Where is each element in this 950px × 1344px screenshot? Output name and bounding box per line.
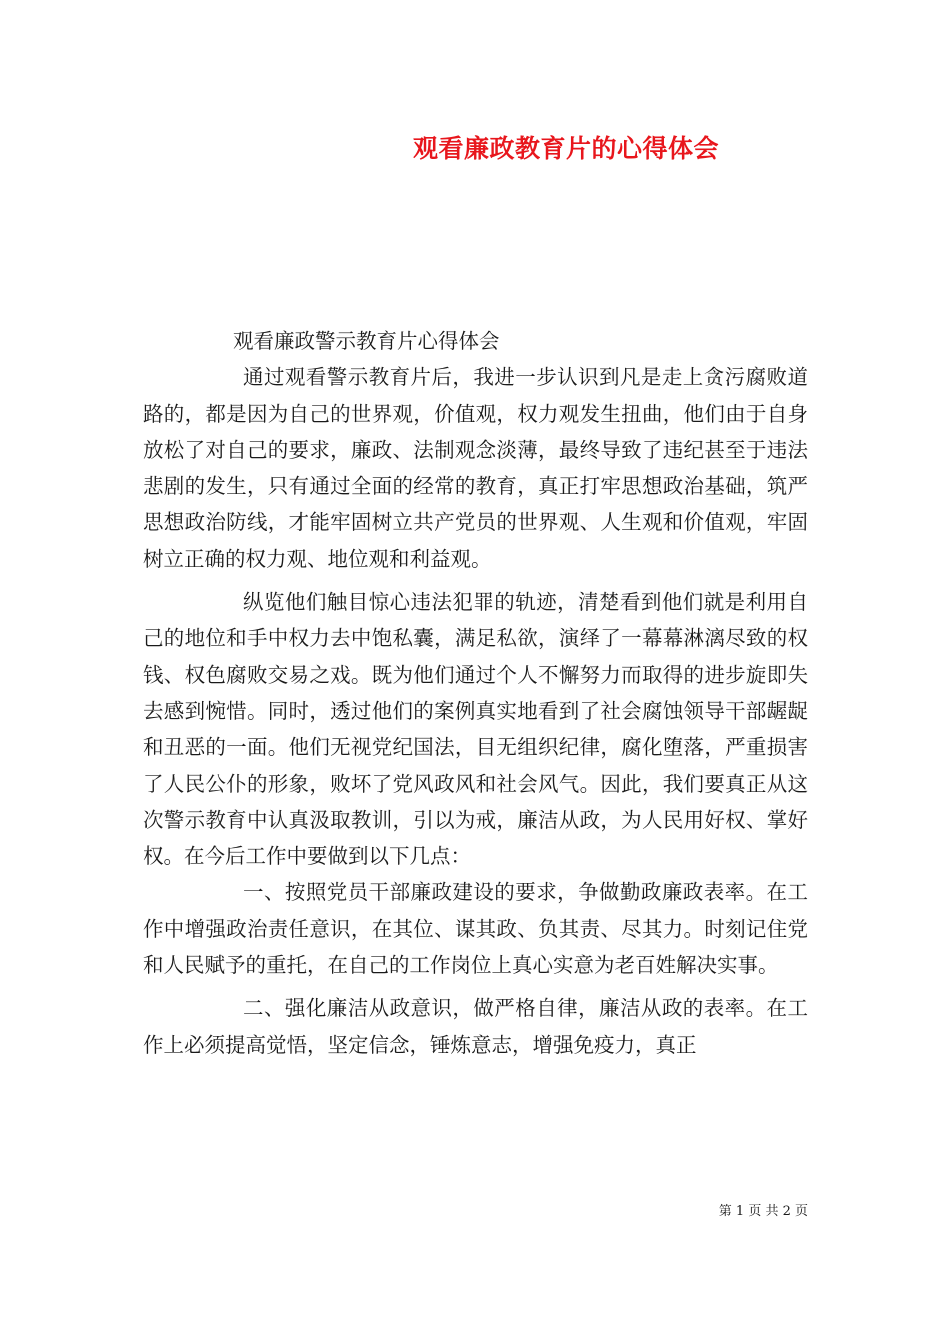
paragraph-3: 一、按照党员干部廉政建设的要求，争做勤政廉政表率。在工作中增强政治责任意识，在其位、谋其政、负其责、尽其力。时刻记住党和人民赋予的重托，在自己的工作岗位上真心实意为老百姓解决实事。 — [143, 880, 808, 978]
document-body — [143, 323, 808, 1063]
page-number-footer: 第 1 页 共 2 页 — [718, 1204, 808, 1219]
paragraph-1: 通过观看警示教育片后，我进一步认识到凡是走上贪污腐败道路的，都是因为自己的世界观，价值观，权力观发生扭曲，他们由于自身放松了对自己的要求，廉政、法制观念淡薄，最终导致了违纪甚至于违法悲剧的发生，只有通过全面的经常的教育，真正打牢思想政治基础，筑严思想政治防线，才能牢固树立共产党员的世界观、人生观和价值观，牢固树立正确的权力观、地位观和利益观。 — [143, 365, 808, 571]
document-subtitle: 观看廉政警示教育片心得体会 — [233, 329, 500, 353]
paragraph-4: 二、强化廉洁从政意识，做严格自律，廉洁从政的表率。在工作上必须提高觉悟，坚定信念，锤炼意志，增强免疫力，真正 — [143, 996, 808, 1057]
document-title: 观看廉政教育片的心得体会 — [413, 134, 720, 163]
paragraph-2: 纵览他们触目惊心违法犯罪的轨迹，清楚看到他们就是利用自己的地位和手中权力去中饱私囊，满足私欲，演绎了一幕幕淋漓尽致的权钱、权色腐败交易之戏。既为他们通过个人不懈努力而取得的进步旋即失去感到惋惜。同时，透过他们的案例真实地看到了社会腐蚀领导干部龌龊和丑恶的一面。他们无视党纪国法，目无组织纪律，腐化堕落，严重损害了人民公仆的形象，败坏了党风政风和社会风气。因此，我们要真正从这次警示教育中认真汲取教训，引以为戒，廉洁从政，为人民用好权、掌好权。在今后工作中要做到以下几点： — [143, 590, 808, 869]
